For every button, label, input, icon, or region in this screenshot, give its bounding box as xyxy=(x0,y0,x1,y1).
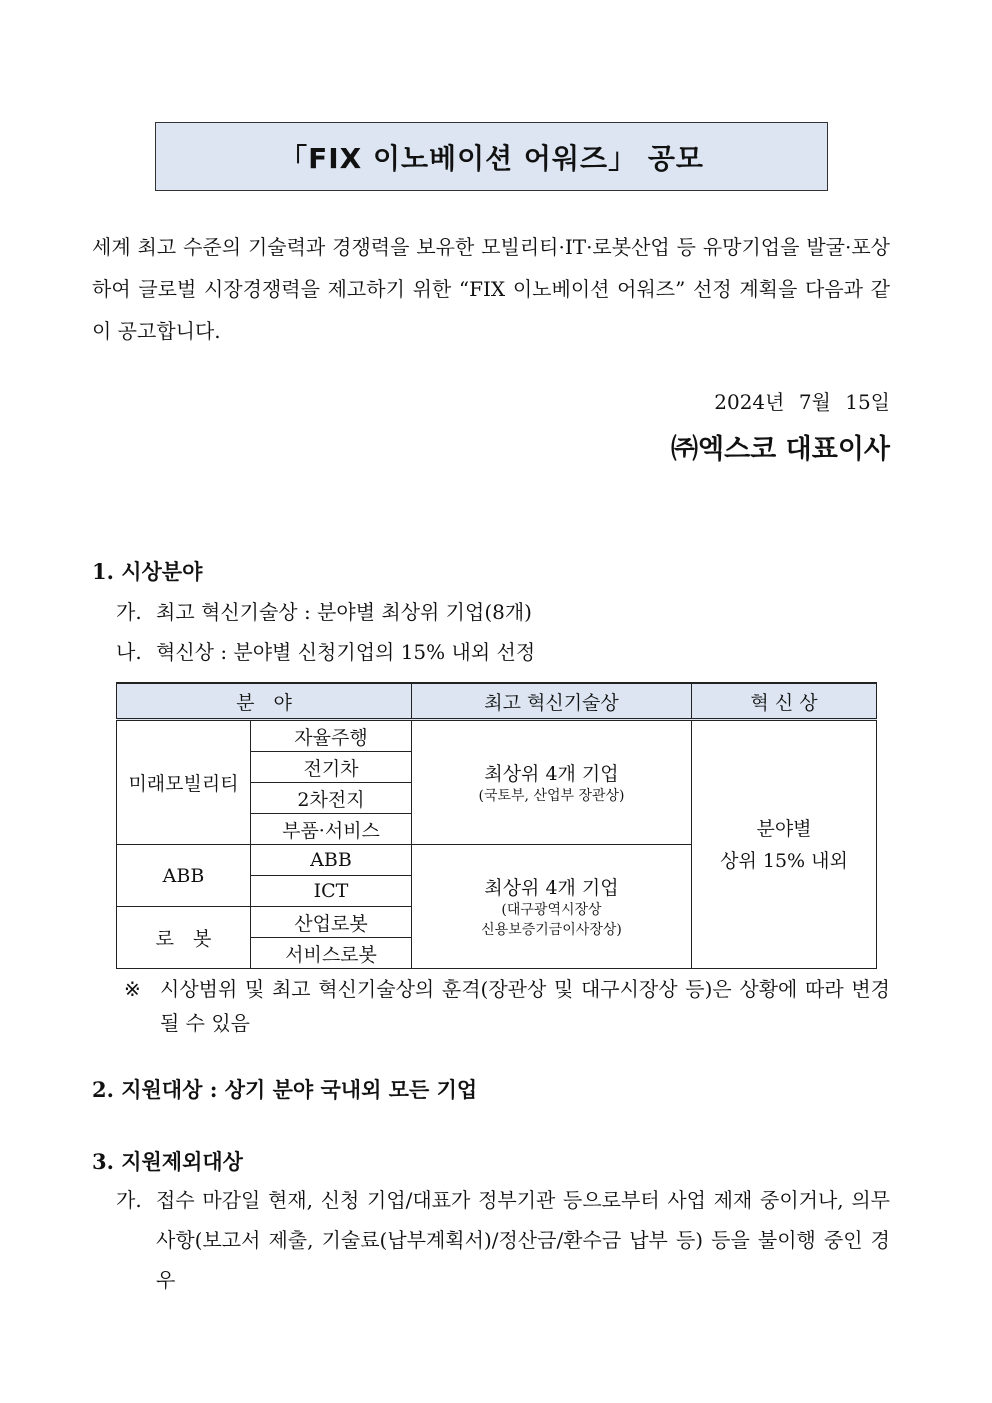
section-heading-exclusions: 3. 지원제외대상 xyxy=(92,1149,243,1174)
innovation-line: 상위 15% 내외 xyxy=(720,849,848,872)
top-award-cell-1 xyxy=(412,720,692,845)
table-group-name: 로 봇 xyxy=(117,907,251,969)
section-heading-awards: 1. 시상분야 xyxy=(92,559,203,584)
list-marker: 가. xyxy=(116,600,142,624)
table-sub-field: 서비스로봇 xyxy=(251,938,412,969)
note-text: 시상범위 및 최고 혁신기술상의 훈격(장관상 및 대구시장상 등)은 상황에 따라 변경될 수 있음 xyxy=(160,977,890,1035)
award-table xyxy=(116,682,877,969)
table-header-innovation-award: 혁 신 상 xyxy=(692,683,877,720)
top-award-sub: (대구광역시장상 xyxy=(501,902,602,918)
top-award-sub: 신용보증기금이사장상) xyxy=(481,922,622,938)
innovation-line: 분야별 xyxy=(756,817,812,840)
issuer-name: ㈜엑스코 대표이사 xyxy=(671,434,890,465)
table-group-name: ABB xyxy=(117,845,251,907)
note-marker: ※ xyxy=(124,977,141,1001)
top-award-cell-2 xyxy=(412,845,692,969)
table-sub-field: 자율주행 xyxy=(251,720,412,752)
list-item-text: 혁신상 : 분야별 신청기업의 15% 내외 선정 xyxy=(156,640,536,664)
list-marker: 나. xyxy=(116,640,142,664)
table-sub-field: ABB xyxy=(251,845,412,876)
notice-title: 「FIX 이노베이션 어워즈」 공모 xyxy=(155,122,828,191)
table-header-top-award: 최고 혁신기술상 xyxy=(412,683,692,720)
table-sub-field: 전기차 xyxy=(251,752,412,783)
top-award-main: 최상위 4개 기업 xyxy=(484,763,619,785)
list-item xyxy=(116,632,890,672)
notice-date: 2024년 7월 15일 xyxy=(714,390,890,414)
table-sub-field: ICT xyxy=(251,876,412,907)
table-note xyxy=(120,972,890,1040)
table-sub-field: 부품·서비스 xyxy=(251,814,412,845)
table-sub-field: 산업로봇 xyxy=(251,907,412,938)
list-item-text: 접수 마감일 현재, 신청 기업/대표가 정부기관 등으로부터 사업 제재 중이거나, 의무사항(보고서 제출, 기술료(납부계획서)/정산금/환수금 납부 등) 등을 불이행 중인 경우 xyxy=(156,1188,890,1292)
table-sub-field: 2차전지 xyxy=(251,783,412,814)
list-item xyxy=(116,1180,890,1300)
innovation-award-cell xyxy=(692,720,877,969)
intro-paragraph: 세계 최고 수준의 기술력과 경쟁력을 보유한 모빌리티·IT·로봇산업 등 유망기업을 발굴·포상하여 글로벌 시장경쟁력을 제고하기 위한 “FIX 이노베이션 어워즈” 선정 계획을 다음과 같이 공고합니다. xyxy=(92,235,890,343)
top-award-main: 최상위 4개 기업 xyxy=(484,877,619,899)
top-award-sub: (국토부, 산업부 장관상) xyxy=(478,788,625,804)
section-heading-eligibility: 2. 지원대상 : 상기 분야 국내외 모든 기업 xyxy=(92,1077,478,1102)
list-item-text: 최고 혁신기술상 : 분야별 최상위 기업(8개) xyxy=(156,600,532,624)
table-group-name: 미래모빌리티 xyxy=(117,720,251,845)
list-item xyxy=(116,592,890,632)
list-marker: 가. xyxy=(116,1188,142,1212)
table-header-field: 분 야 xyxy=(117,683,412,720)
